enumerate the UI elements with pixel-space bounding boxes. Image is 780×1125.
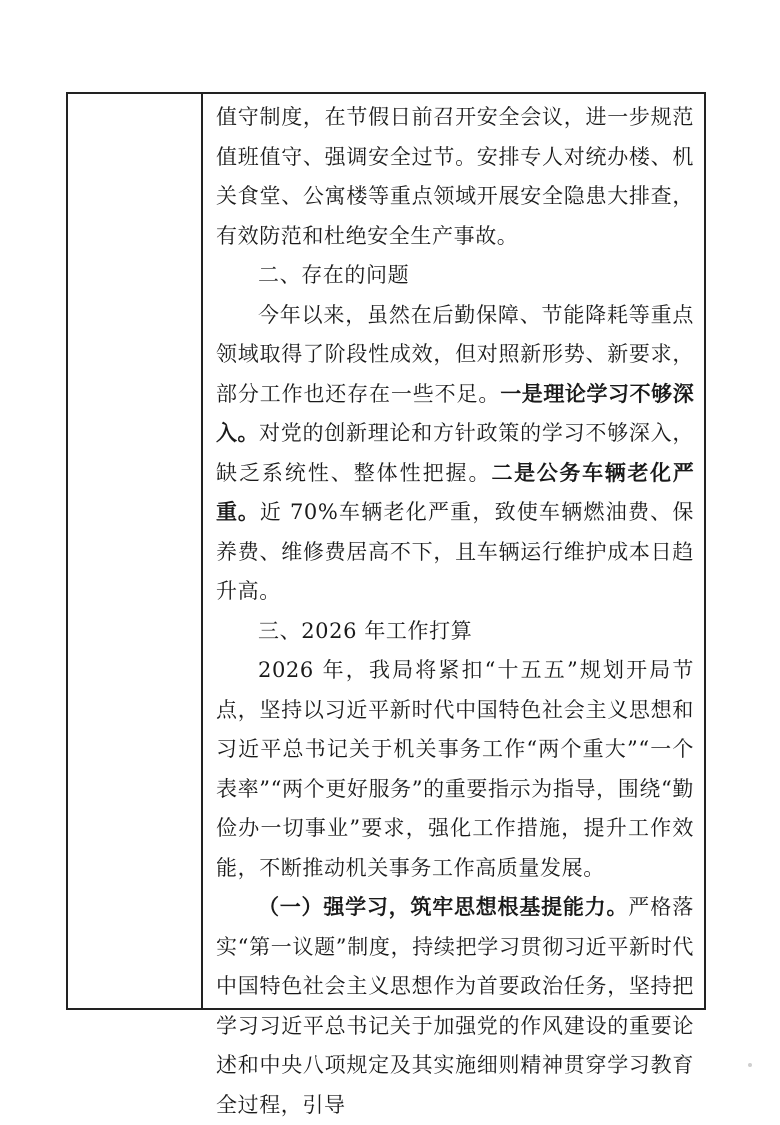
paragraph-problems — [216, 296, 694, 612]
section-heading-plan: 三、2026 年工作打算 — [258, 618, 473, 643]
column-divider — [201, 92, 203, 1010]
scan-speck — [748, 1063, 752, 1067]
problem-one-text: 对党的创新理论和方针政策的学习不够深入，缺乏系统性、整体性把握。 — [216, 421, 695, 485]
study-heading-bold: （一）强学习，筑牢思想根基提能力。 — [258, 895, 629, 919]
problem-two-text: 近 70%车辆老化严重，致使车辆燃油费、保养费、维修费居高不下，且车辆运行维护成本日趋升高。 — [216, 500, 694, 603]
problem-one-bold: 一是理论学习不够深入。 — [216, 381, 694, 445]
study-text: 严格落实“第一议题”制度，持续把学习贯彻习近平新时代中国特色社会主义思想作为首要政治任务，坚持把学习习近平总书记关于加强党的作风建设的重要论述和中央八项规定及其实施细则精神贯穿学习教育全过程，引导 — [216, 895, 694, 1117]
paragraph-safety: 值守制度，在节假日前召开安全会议，进一步规范值班值守、强调安全过节。安排专人对统办楼、机关食堂、公寓楼等重点领域开展安全隐患大排查，有效防范和杜绝安全生产事故。 — [216, 105, 694, 248]
section-heading-problems: 二、存在的问题 — [258, 263, 410, 287]
paragraph-plan: 2026 年，我局将紧扣“十五五”规划开局节点，坚持以习近平新时代中国特色社会主义思想和习近平总书记关于机关事务工作“两个重大”“一个表率”“两个更好服务”的重要指示为指导，围绕“勤俭办一切事业”要求，强化工作措施，提升工作效能，不断推动机关事务工作高质量发展。 — [216, 658, 694, 880]
table-content-cell — [216, 98, 694, 1125]
problems-intro-text: 今年以来，虽然在后勤保障、节能降耗等重点领域取得了阶段性成效，但对照新形势、新要求，部分工作也还存在一些不足。 — [216, 302, 694, 406]
paragraph-study — [216, 888, 694, 1125]
problem-two-bold: 二是公务车辆老化严重。 — [216, 460, 695, 524]
